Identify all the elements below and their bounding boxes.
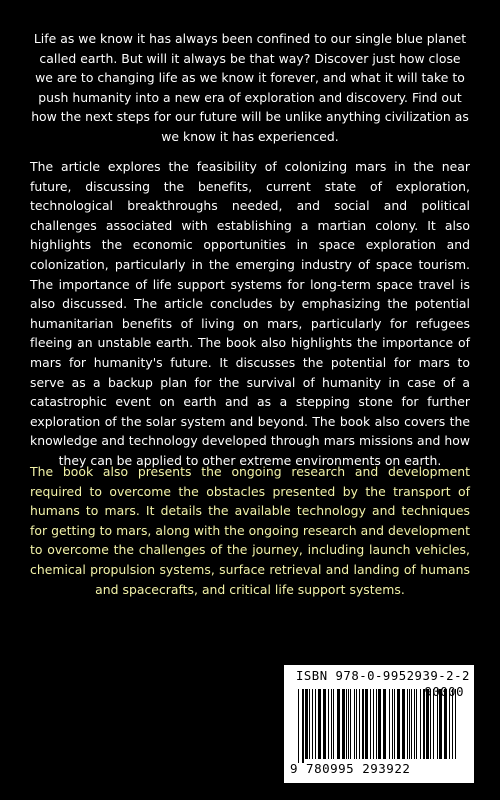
ean-digits: 9 780995 293922 xyxy=(290,761,411,776)
barcode-bar xyxy=(333,689,334,759)
isbn-label: ISBN 978-0-9952939-2-2 xyxy=(296,669,470,683)
barcode-bar xyxy=(455,689,456,759)
barcode-bar xyxy=(397,689,400,759)
barcode-bar xyxy=(383,689,386,759)
barcode-bar xyxy=(402,689,405,759)
barcode-bar xyxy=(437,689,438,759)
barcode-bar xyxy=(433,689,434,759)
barcode-bar xyxy=(309,689,310,759)
barcode-bar xyxy=(439,689,442,759)
barcode-bar xyxy=(420,689,421,759)
barcode-bar xyxy=(411,689,412,759)
barcode-bar xyxy=(318,689,321,759)
barcode-bar xyxy=(376,689,377,759)
barcode-bar xyxy=(323,689,326,759)
barcode-bar xyxy=(350,689,351,759)
barcode-bar xyxy=(312,689,313,759)
barcode-bar xyxy=(298,689,299,763)
price-code: 90000 xyxy=(424,685,464,699)
barcode-bar xyxy=(315,689,316,759)
barcode-bar xyxy=(414,689,415,759)
barcode-bar xyxy=(389,689,390,759)
barcode-bar xyxy=(378,689,381,759)
barcode-bar xyxy=(348,689,349,759)
barcode-bar xyxy=(370,689,371,759)
barcode-bar xyxy=(452,689,453,759)
barcode-bar xyxy=(362,689,364,759)
barcode-bar xyxy=(426,689,429,759)
barcode-bar xyxy=(423,689,425,759)
barcode-bar xyxy=(302,689,304,763)
description-paragraph: The article explores the feasibility of colonizing mars in the near future, discussing the benefits, current state of exploration, technological breakthroughs needed, and social and political challenges associated with establishing a martian colony. It also highlights the economic opportunities in space exploration and colonization, particularly in the emerging industry of space tourism. The importance of life support systems for long-term space travel is also discussed. The article concludes by emphasizing the potential humanitarian benefits of living on mars, particularly for refugees fleeing an unstable earth. The book also highlights the importance of mars for humanity's future. It discusses the potential for mars to serve as a backup plan for the survival of humanity in case of a catastrophic event on earth and as a stepping stone for further exploration of the solar system and beyond. The book also covers the knowledge and technology developed through mars missions and how they can be applied to other extreme environments on earth. xyxy=(30,159,470,468)
highlight-paragraph: The book also presents the ongoing research and development required to overcome the obstacles presented by the transport of humans to mars. It details the available technology and techniques for getting to mars, along with the ongoing research and development to overcome the challenges of the journey, including launch vehicles, chemical propulsion systems, surface retrieval and landing of humans and spacecrafts, and critical life support systems. xyxy=(30,464,470,597)
barcode-bar xyxy=(331,689,332,759)
barcode-bar xyxy=(356,689,357,759)
barcode-bar xyxy=(354,689,355,759)
barcode-bar xyxy=(342,689,345,759)
barcode-bar xyxy=(407,689,408,759)
barcode-bar xyxy=(328,689,329,759)
barcode-bar xyxy=(305,689,308,759)
barcode-bar xyxy=(409,689,410,759)
isbn-barcode xyxy=(284,665,474,783)
barcode-bar xyxy=(444,689,447,759)
barcode-bar xyxy=(392,689,393,759)
barcode-bar xyxy=(394,689,395,759)
barcode-bar xyxy=(416,689,417,759)
barcode-bar xyxy=(346,689,347,759)
intro-paragraph: Life as we know it has always been confined to our single blue planet called earth. But will it always be that way? Discover just how close we are to changing life as we know it forever, and what it will take to push humanity into a new era of exploration and discovery. Find out how the next steps for our future will be unlike anything civilization as we know it has experienced. xyxy=(31,31,469,144)
barcode-bar xyxy=(359,689,360,759)
barcode-bar xyxy=(365,689,368,759)
barcode-bar xyxy=(373,689,374,759)
barcode-bar xyxy=(337,689,340,759)
barcode-bar xyxy=(449,689,450,759)
barcode-bar xyxy=(430,689,431,759)
